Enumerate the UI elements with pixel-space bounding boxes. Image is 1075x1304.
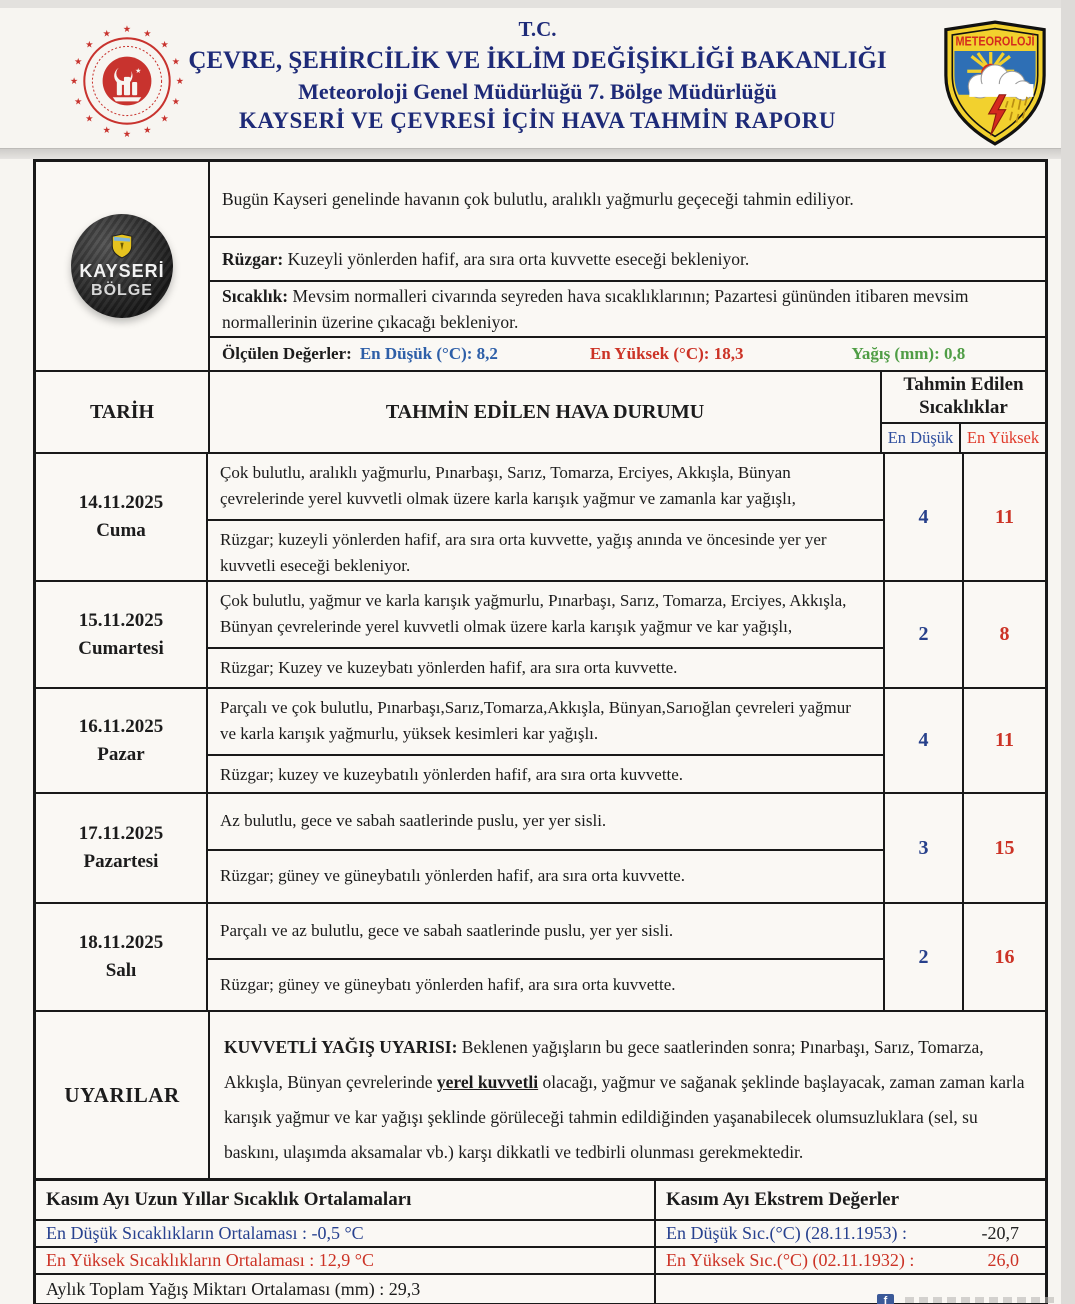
region-logo-cell: [36, 162, 210, 370]
header-temps-column: [880, 372, 1045, 452]
svg-text:★: ★: [171, 57, 180, 68]
header-weather-column: TAHMİN EDİLEN HAVA DURUMU: [385, 400, 705, 423]
row-date: 17.11.2025: [78, 823, 164, 844]
avg-min-row: En Düşük Sıcaklıkların Ortalaması : -0,5 °C: [36, 1221, 654, 1248]
forecast-row-tuesday: [36, 902, 1045, 1010]
title-directorate: Meteoroloji Genel Müdürlüğü 7. Bölge Müdürlüğü: [298, 78, 777, 104]
region-logo-line2: BÖLGE: [91, 281, 153, 299]
svg-text:★: ★: [143, 125, 152, 136]
summary-wind-label: Rüzgar:: [222, 248, 284, 269]
svg-text:★: ★: [143, 29, 152, 40]
row-date: 15.11.2025: [78, 609, 164, 631]
row-max-temp: 11: [962, 689, 1045, 792]
forecast-table: [33, 159, 1048, 1181]
summary-today-row: [210, 162, 1045, 238]
summary-temp-text: Mevsim normalleri civarında seyreden hava sıcaklıklarının; Pazartesi gününden itibaren mevsim normallerinin üzerine çıkacağı bekleniyor.: [222, 285, 969, 332]
row-weather-text: Çok bulutlu, aralıklı yağmurlu, Pınarbaşı, Sarız, Tomarza, Erciyes, Akkışla, Bünyan çevrelerinde yerel kuvvetli olmak üzere karla karışık yağmur ve zamanla kar yağışlı,: [208, 454, 883, 521]
row-day: Cuma: [96, 520, 146, 541]
header-max-label: En Yüksek: [966, 428, 1040, 447]
title-tc: T.C.: [518, 17, 557, 41]
row-wind-text: Rüzgar; kuzeyli yönlerden hafif, ara sıra orta kuvvette, yağış anında ve öncesinde yer yer kuvvetli eseceği bekleniyor.: [220, 529, 827, 576]
row-date: 16.11.2025: [78, 715, 164, 737]
summary-today-text: Bugün Kayseri genelinde havanın çok bulutlu, aralıklı yağmurlu geçeceği tahmin ediliyor.: [222, 188, 854, 209]
row-wind-text: Rüzgar; güney ve güneybatı yönlerden hafif, ara sıra orta kuvvette.: [220, 974, 676, 994]
extreme-max-value: 26,0: [987, 1250, 1019, 1270]
svg-text:★: ★: [102, 29, 111, 40]
row-min-temp: 3: [883, 794, 962, 902]
summary-temp-label: Sıcaklık:: [222, 285, 289, 306]
measured-max-value: En Yüksek (°C): 18,3: [589, 344, 744, 363]
svg-text:★: ★: [74, 57, 83, 68]
region-logo-line1: KAYSERİ: [79, 260, 165, 281]
summary-wind-text: Kuzeyli yönlerden hafif, ara sıra orta kuvvette eseceği bekleniyor.: [283, 248, 750, 269]
row-wind-text: Rüzgar; güney ve güneybatılı yönlerden hafif, ara sıra orta kuvvette.: [220, 866, 685, 886]
row-weather-text: Az bulutlu, gece ve sabah saatlerinde puslu, yer yer sisli.: [208, 794, 883, 851]
measured-precip-value: Yağış (mm): 0,8: [851, 344, 966, 363]
kayseri-region-logo: [71, 214, 173, 318]
avg-precip-row: Aylık Toplam Yağış Miktarı Ortalaması (mm) : 29,3: [46, 1278, 421, 1299]
warning-emphasis: yerel kuvvetli: [436, 1072, 539, 1092]
svg-text:★: ★: [85, 40, 94, 51]
svg-text:★: ★: [70, 77, 79, 88]
row-max-temp: 15: [962, 794, 1045, 902]
report-header: [0, 0, 1075, 148]
extreme-min-row: [656, 1221, 1045, 1248]
summary-wind-row: [210, 238, 1045, 282]
row-day: Pazar: [97, 743, 145, 765]
row-day: Pazartesi: [83, 851, 159, 872]
title-report: KAYSERİ VE ÇEVRESİ İÇİN HAVA TAHMİN RAPORU: [239, 107, 836, 133]
row-wind-text: Rüzgar; kuzey ve kuzeybatılı yönlerden hafif, ara sıra orta kuvvette.: [220, 764, 684, 784]
row-wind-text: Rüzgar; Kuzey ve kuzeybatı yönlerden hafif, ara sıra orta kuvvette.: [220, 657, 678, 677]
extreme-max-label: En Yüksek Sıc.(°C) (02.11.1932) :: [666, 1250, 915, 1270]
footer-cutoff-text: [905, 1297, 1055, 1303]
extreme-min-label: En Düşük Sıc.(°C) (28.11.1953) :: [666, 1223, 908, 1243]
ministry-seal-icon: [52, 20, 202, 147]
region-badge-icon: [111, 233, 133, 259]
row-weather-text: Parçalı ve çok bulutlu, Pınarbaşı,Sarız,Tomarza,Akkışla, Bünyan,Sarıoğlan çevreleri yağmur ve karla karışık yağmurlu, yüksek kesimleri kar yağışlı.: [208, 689, 883, 756]
row-max-temp: 8: [962, 582, 1045, 687]
row-day: Salı: [105, 960, 137, 981]
warning-title: KUVVETLİ YAĞIŞ UYARISI:: [224, 1037, 458, 1057]
climatology-table: [33, 1181, 1048, 1304]
header-min-label: En Düşük: [882, 424, 961, 452]
row-date: 18.11.2025: [78, 932, 164, 953]
measured-min-value: En Düşük (°C): 8,2: [359, 344, 498, 363]
warnings-label: UYARILAR: [36, 1012, 210, 1178]
avg-max-row: En Yüksek Sıcaklıkların Ortalaması : 12,9 °C: [36, 1248, 654, 1275]
svg-text:★: ★: [74, 97, 83, 108]
row-min-temp: 2: [883, 904, 962, 1010]
header-temps-title: Tahmin Edilen Sıcaklıklar: [882, 372, 1045, 424]
meteorology-shield-icon: [941, 20, 1049, 151]
row-max-temp: 16: [962, 904, 1045, 1010]
row-weather-text: Parçalı ve az bulutlu, gece ve sabah saatlerinde puslu, yer yer sisli.: [208, 904, 883, 960]
table-header-row: [36, 370, 1045, 452]
row-day: Cumartesi: [78, 637, 164, 659]
svg-text:★: ★: [135, 66, 142, 75]
svg-text:★: ★: [102, 125, 111, 136]
measured-values-row: [210, 338, 1045, 370]
title-ministry: ÇEVRE, ŞEHİRCİLİK VE İKLİM DEĞİŞİKLİĞİ BAKANLIĞI: [188, 46, 887, 74]
row-max-temp: 11: [962, 454, 1045, 580]
row-weather-text: Çok bulutlu, yağmur ve karla karışık yağmurlu, Pınarbaşı, Sarız, Tomarza, Erciyes, Akkışla, Bünyan çevrelerinde yerel kuvvetli olmak üzere karla karışık yağmur ve kar yağışlı,: [208, 582, 883, 649]
row-min-temp: 4: [883, 454, 962, 580]
svg-text:★: ★: [122, 25, 132, 36]
row-min-temp: 4: [883, 689, 962, 792]
warnings-text: KUVVETLİ YAĞIŞ UYARISI: Beklenen yağışların bu gece saatlerinden sonra; Pınarbaşı, Sarız, Tomarza, Akkışla, Bünyan çevrelerinde yerel kuvvetli olacağı, yağmur ve sağanak şeklinde başlayacak, zaman zaman karla karışık yağmur ve kar yağışı şeklinde görüleceği tahmin edildiğinden yaşanabilecek olumsuzluklara (sel, su baskını, ulaşımda aksamalar vb.) karşı dikkatli ve tedbirli olunması gerekmektedir.: [224, 1037, 1025, 1162]
summary-section: [36, 162, 1045, 370]
svg-text:★: ★: [160, 114, 169, 125]
warnings-row: [36, 1010, 1045, 1178]
facebook-icon: f: [877, 1294, 894, 1304]
extreme-min-value: -20,7: [981, 1223, 1019, 1243]
svg-text:★: ★: [171, 97, 180, 108]
forecast-row-sunday: [36, 687, 1045, 792]
climatology-left-header: Kasım Ayı Uzun Yıllar Sıcaklık Ortalamaları: [36, 1181, 654, 1221]
svg-text:METEOROLOJİ: METEOROLOJİ: [955, 33, 1035, 49]
svg-text:★: ★: [160, 40, 169, 51]
header-date-column: TARİH: [36, 372, 210, 452]
climatology-right-header: Kasım Ayı Ekstrem Değerler: [656, 1181, 1045, 1221]
forecast-row-monday: [36, 792, 1045, 902]
summary-temp-row: [210, 282, 1045, 338]
header-divider: [0, 148, 1075, 159]
row-date: 14.11.2025: [78, 492, 164, 513]
extreme-max-row: [656, 1248, 1045, 1275]
forecast-row-friday: [36, 452, 1045, 580]
photo-edge-right: [1061, 0, 1075, 1304]
svg-text:★: ★: [175, 77, 184, 88]
row-min-temp: 2: [883, 582, 962, 687]
forecast-row-saturday: [36, 580, 1045, 687]
svg-text:★: ★: [122, 129, 132, 140]
svg-text:★: ★: [85, 114, 94, 125]
measured-label: Ölçülen Değerler:: [222, 344, 352, 363]
